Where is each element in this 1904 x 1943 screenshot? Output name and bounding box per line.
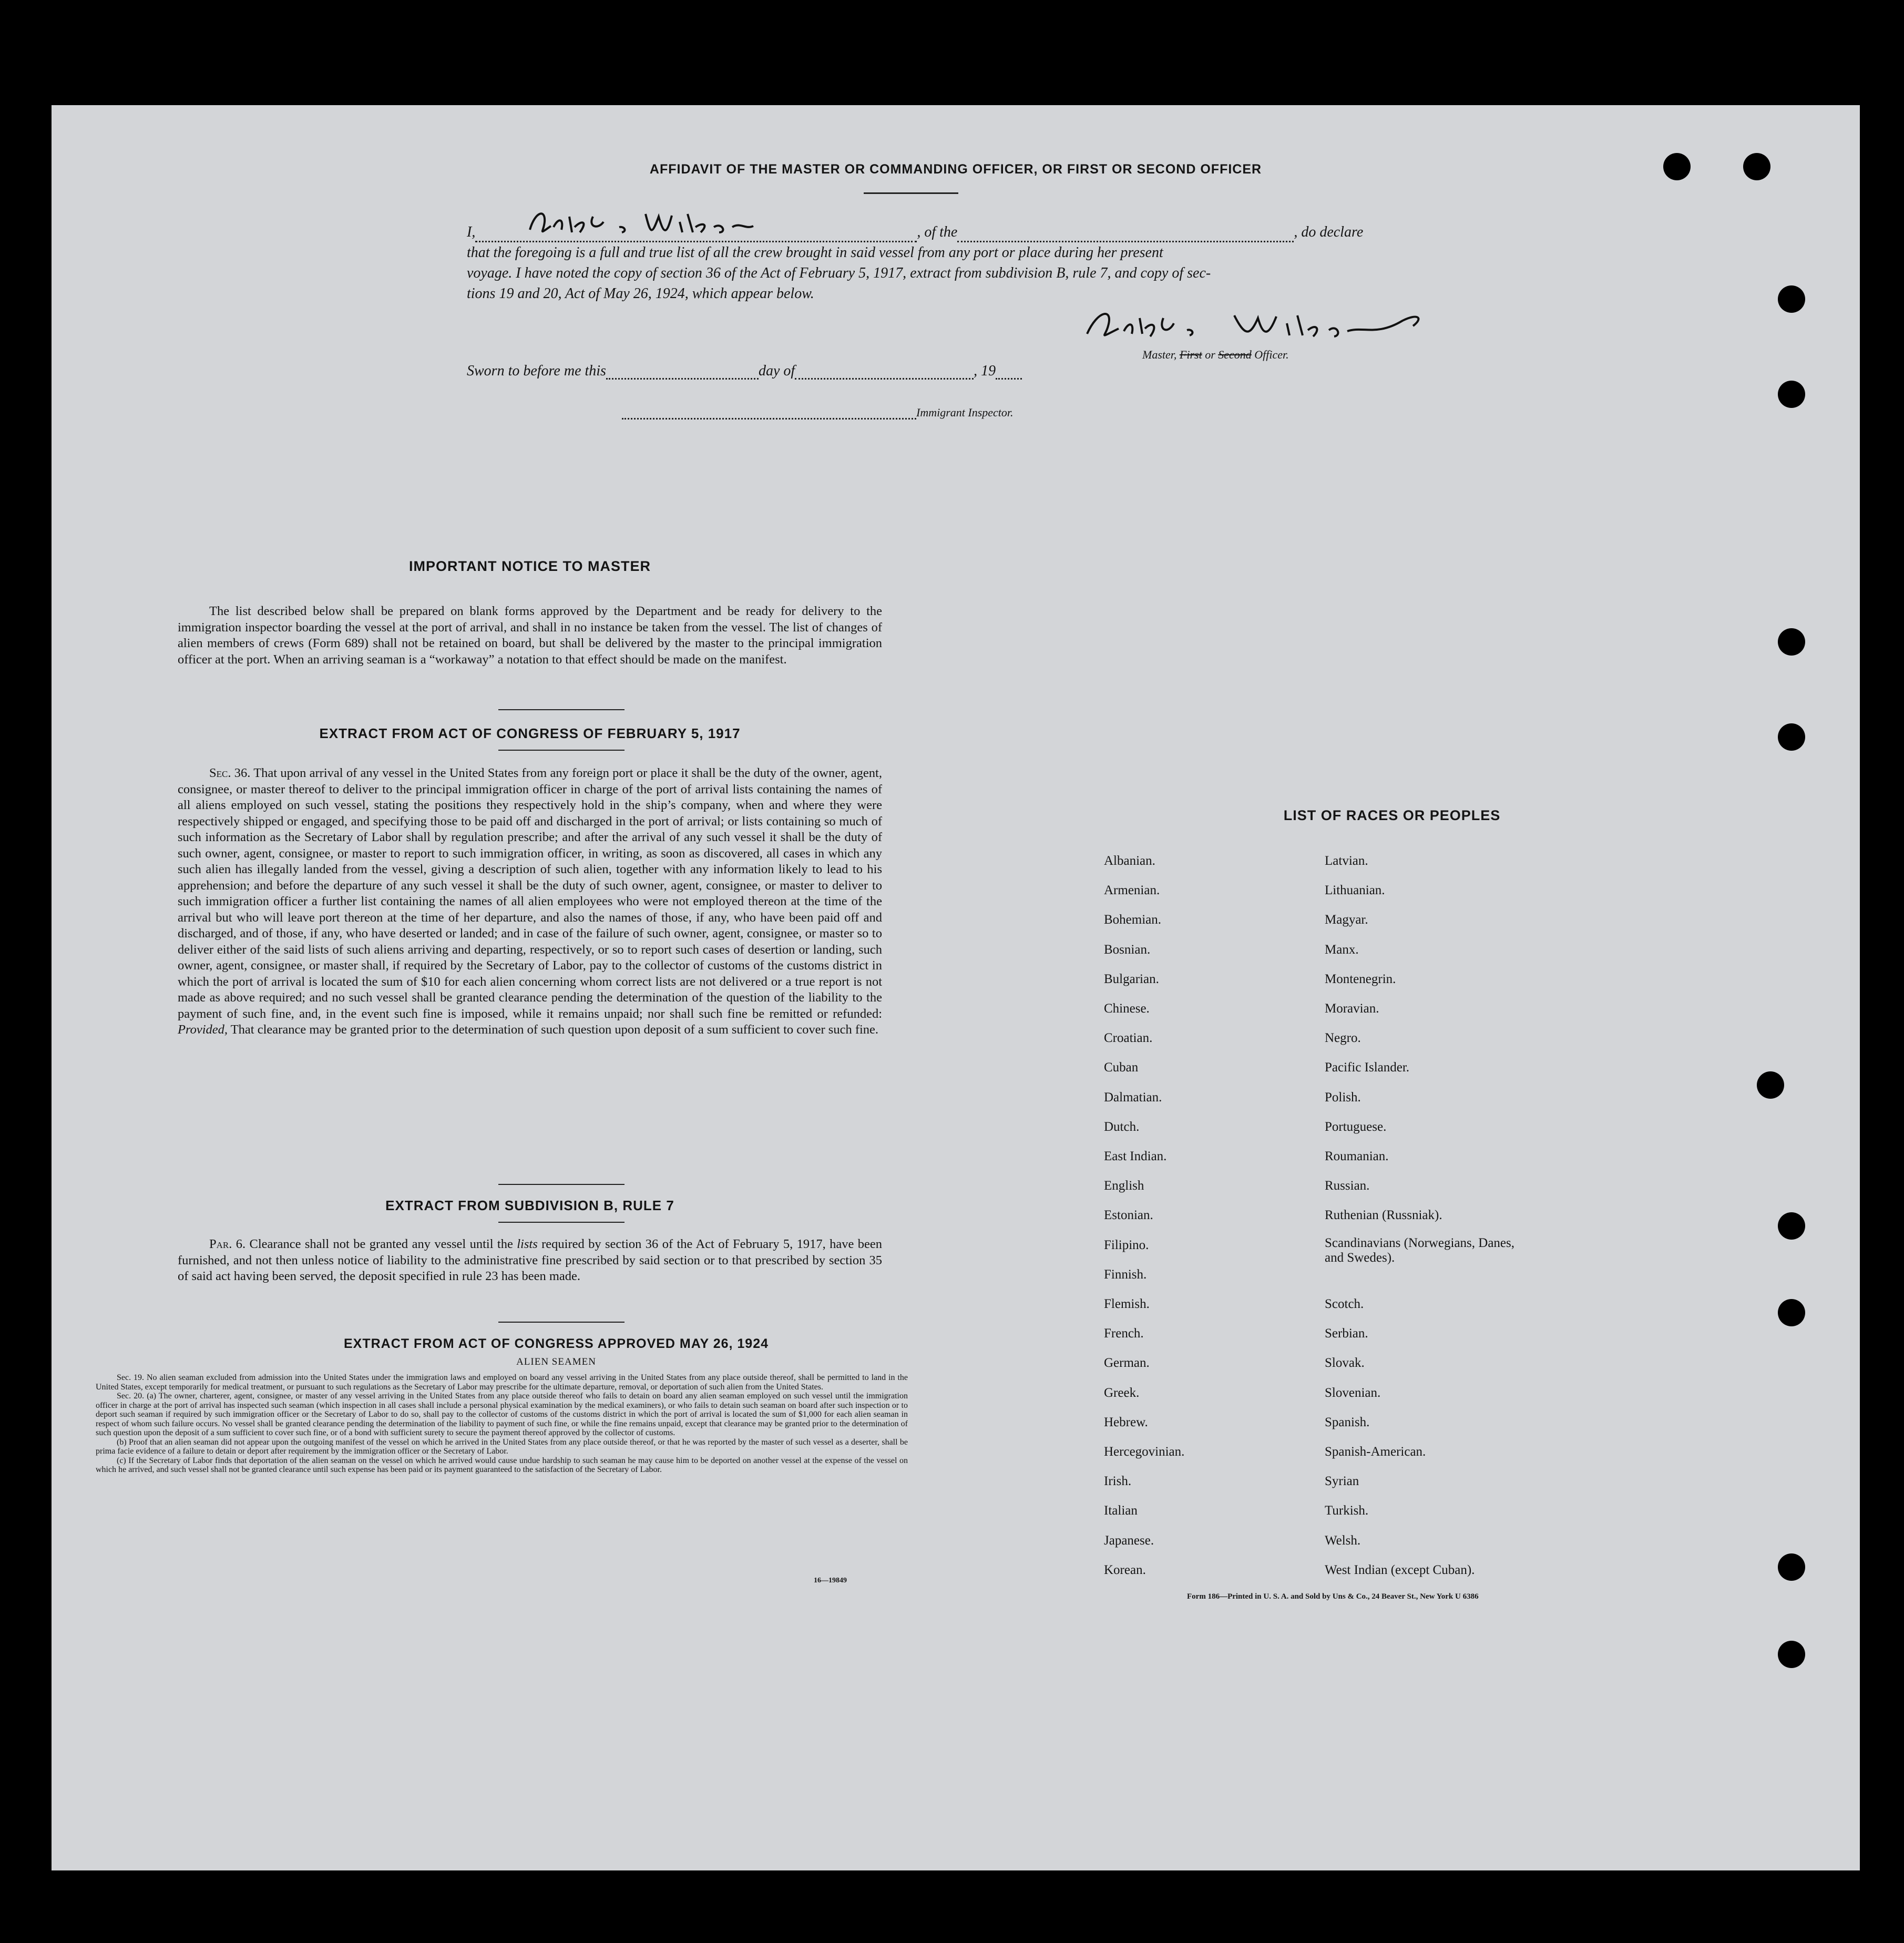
rule-7-title: EXTRACT FROM SUBDIVISION B, RULE 7: [385, 1198, 674, 1213]
punch-hole: [1778, 1299, 1805, 1326]
document-page: [52, 105, 1860, 1870]
provided-word: Provided,: [178, 1022, 228, 1037]
race-item-left: Flemish.: [1104, 1297, 1150, 1311]
rule-7-body-a: Clearance shall not be granted any vessel until the: [249, 1237, 513, 1251]
race-item-right: Spanish-American.: [1325, 1445, 1426, 1459]
race-item-left: Chinese.: [1104, 1001, 1150, 1016]
race-item-left: Greek.: [1104, 1385, 1140, 1400]
declaration-body-2: voyage. I have noted the copy of section 36 of the Act of February 5, 1917, extract from subdivision B, rule 7, and copy of sec-: [467, 265, 1211, 281]
notice-text: The list described below shall be prepared on blank forms approved by the Department and be ready for delivery to the immigration inspector boarding the vessel at the port of arrival, and shall in no instance be taken from the vessel. The list of changes of alien members of crews (Form 689) shall not be retained on board, but shall be delivered by the master to the principal immigration officer at the port. When an arriving seaman is a “workaway” a notation to that effect should be made on the manifest.: [178, 604, 882, 667]
race-item-left: Bohemian.: [1104, 913, 1162, 927]
sec-36-body: That upon arrival of any vessel in the United States from any foreign port or place it shall be the duty of the owner, agent, consignee, or master thereof to deliver to the principal immigration officer in charge of the port of arrival lists containing the names of all aliens employed on such vessel, stating the positions they respectively hold in the ship’s company, when and where they were respectively shipped or engaged, and specifying those to be paid off and discharged in the port of arrival; or lists containing so much of such information as the Secretary of Labor shall by regulation prescribe; and after the arrival of any such vessel it shall be the duty of such owner, agent, consignee, or master to report to such immigration officer, in writing, as soon as discovered, all cases in which any such alien has illegally landed from the vessel, giving a description of such alien, together with any information likely to lead to his apprehension; and before the departure of any such vessel it shall be the duty of such owner, agent, consignee, or master to deliver to such immigration officer a further list containing the names of all alien employees who were not employed thereon at the time of the arrival but who will leave port thereon at the time of her departure, and also the names of those, if any, who have been paid off and discharged, and of those, if any, who have deserted or landed; and in case of the failure of such owner, agent, consignee, or master so to deliver either of the said lists of such aliens arriving and departing, respectively, or so to report such cases of desertion or landing, such owner, agent, consignee, or master shall, if required by the Secretary of Labor, pay to the collector of customs of the customs district in which the port of arrival is located the sum of $10 for each alien concerning whom correct lists are not delivered or a true report is not made as above required; and no such vessel shall be granted clearance pending the determination of the question of the liability to the payment of such fine, and, in the event such fine is imposed, while it remains unpaid; nor shall such fine be remitted or refunded:: [178, 766, 882, 1021]
section-rule-1: [498, 709, 625, 710]
race-item-left: Korean.: [1104, 1562, 1146, 1577]
race-item-right: Magyar.: [1325, 913, 1368, 927]
punch-hole: [1778, 1553, 1805, 1581]
race-item-left: German.: [1104, 1356, 1150, 1371]
signature-caption: [1142, 348, 1289, 362]
inspector-line: [622, 406, 1014, 420]
sec-36-body-end: That clearance may be granted prior to the determination of such question upon deposit of a sum sufficient to cover such fine.: [230, 1022, 879, 1037]
race-item-right: Moravian.: [1325, 1001, 1379, 1016]
sec-20a-text: Sec. 20. (a) The owner, charterer, agent, consignee, or master of any vessel arriving in the United States from any place outside thereof who fails to detain on board any alien seaman employed on such vessel until the immigration officer in charge at the port of arrival has inspected such seaman (which inspection in all cases shall include a personal physical examination by the medical examiners), or who fails to detain such seaman on board after such inspection or to deport such seaman if required by such immigration officer or the Secretary of Labor to do so, shall pay to the collector of customs of the customs district in which the port of arrival is located the sum of $1,000 for each alien seaman in respect of whom such failure occurs. No vessel shall be granted clearance pending the determination of the liability to payment of such fine, or while the fine remains unpaid, except that clearance may be granted prior to the determination of such question upon the deposit of a sum sufficient to cover such fine, or of a bond with sufficient surety to secure the payment thereof approved by the collector of customs.: [96, 1392, 908, 1437]
races-title: LIST OF RACES OR PEOPLES: [1283, 807, 1501, 823]
punch-hole: [1778, 1641, 1805, 1668]
print-code: 16—19849: [814, 1577, 847, 1584]
race-item-right: Polish.: [1325, 1090, 1361, 1105]
sworn-month-field: [795, 378, 974, 380]
race-item-right: Serbian.: [1325, 1326, 1368, 1341]
sworn-line: [467, 363, 1022, 380]
race-item-right: Negro.: [1325, 1031, 1361, 1046]
year-text: , 19: [974, 363, 996, 379]
race-item-right: Syrian: [1325, 1474, 1359, 1489]
race-item-left: Finnish.: [1104, 1267, 1147, 1282]
race-item-right: Manx.: [1325, 942, 1359, 957]
punch-hole: [1778, 381, 1805, 408]
extract-1917-text: [178, 765, 882, 1038]
section-rule-4: [498, 1222, 625, 1223]
race-item-left: Albanian.: [1104, 854, 1155, 868]
race-item-left: Italian: [1104, 1504, 1138, 1518]
punch-hole: [1663, 153, 1691, 180]
race-item-left: Bulgarian.: [1104, 972, 1159, 986]
section-rule-5: [498, 1322, 625, 1323]
i-prefix: I,: [467, 224, 476, 240]
race-item-right: Turkish.: [1325, 1504, 1369, 1518]
do-declare-text: , do declare: [1294, 224, 1364, 240]
day-of-text: day of: [758, 363, 795, 379]
punch-hole: [1778, 723, 1805, 751]
sworn-prefix: Sworn to before me this: [467, 363, 606, 379]
sec-20b-text: (b) Proof that an alien seaman did not appear upon the outgoing manifest of the vessel on which he arrived in the United States from any place outside thereof, or that he was reported by the master of such vessel as a deserter, shall be prima facie evidence of a failure to detain or deport after requirement by the immigration officer or the Secretary of Labor.: [96, 1437, 908, 1456]
caption-officer: Officer.: [1251, 348, 1289, 361]
sec-19-text: Sec. 19. No alien seaman excluded from admission into the United States under the immigration laws and employed on board any vessel arriving in the United States from any place outside thereof, shall be permitted to land in the United States, except temporarily for medical treatment, or pursuant to such regulations as the Secretary of Labor may prescribe for the ultimate departure, removal, or deportation of such alien from the United States.: [96, 1373, 908, 1392]
race-item-right: Latvian.: [1325, 854, 1368, 868]
race-item-right: Portuguese.: [1325, 1119, 1387, 1134]
lists-word: lists: [517, 1237, 538, 1251]
race-item-left: Dalmatian.: [1104, 1090, 1162, 1105]
race-item-right: Scandinavians (Norwegians, Danes, and Swedes).: [1325, 1235, 1515, 1265]
inspector-signature-field: [622, 418, 916, 420]
race-item-left: East Indian.: [1104, 1149, 1167, 1163]
race-item-left: Irish.: [1104, 1474, 1132, 1489]
caption-first-struck: First: [1179, 348, 1202, 361]
sworn-day-field: [606, 378, 759, 380]
race-item-right: Welsh.: [1325, 1533, 1361, 1548]
rule-7-text: [178, 1236, 882, 1285]
handwritten-signature-1: [514, 206, 830, 243]
race-item-left: English: [1104, 1179, 1144, 1193]
sec-20c-text: (c) If the Secretary of Labor finds that deportation of the alien seaman on the vessel on which he arrived would cause undue hardship to such seaman he may cause him to be deported on another vessel at the expense of the vessel on which he arrived, and such vessel shall not be granted clearance until such expense has been paid or its payment guaranteed to the satisfaction of the Secretary of Labor.: [96, 1456, 908, 1474]
sworn-year-field: [996, 378, 1022, 380]
race-item-left: Croatian.: [1104, 1031, 1153, 1046]
race-item-left: Japanese.: [1104, 1533, 1154, 1548]
caption-master: Master,: [1142, 348, 1180, 361]
punch-hole: [1778, 1212, 1805, 1240]
caption-second-struck: Second: [1218, 348, 1252, 361]
race-item-left: Armenian.: [1104, 883, 1160, 898]
race-item-left: Hercegovinian.: [1104, 1445, 1185, 1459]
race-item-left: Estonian.: [1104, 1208, 1153, 1223]
race-item-left: Dutch.: [1104, 1119, 1140, 1134]
title-rule: [864, 192, 958, 194]
handwritten-signature-2: [1077, 305, 1476, 352]
alien-seamen-subtitle: ALIEN SEAMEN: [516, 1356, 596, 1367]
race-item-right: Scotch.: [1325, 1297, 1364, 1311]
race-item-left: Hebrew.: [1104, 1415, 1148, 1429]
inspector-caption: Immigrant Inspector.: [916, 406, 1014, 419]
race-item-right: Montenegrin.: [1325, 972, 1396, 986]
punch-hole: [1778, 628, 1805, 656]
race-item-right: Russian.: [1325, 1179, 1370, 1193]
race-item-left: Filipino.: [1104, 1238, 1149, 1252]
race-item-left: Cuban: [1104, 1060, 1139, 1075]
race-item-right: Spanish.: [1325, 1415, 1370, 1429]
declaration-body-3: tions 19 and 20, Act of May 26, 1924, which appear below.: [467, 285, 814, 302]
declaration-body-1: that the foregoing is a full and true list of all the crew brought in said vessel from any port or place during her present: [467, 244, 1163, 261]
section-rule-3: [498, 1184, 625, 1185]
extract-1924-text: [96, 1373, 908, 1475]
race-item-left: French.: [1104, 1326, 1144, 1341]
race-item-right: Slovenian.: [1325, 1385, 1381, 1400]
sec-36-label: Sec. 36.: [209, 766, 251, 780]
race-item-right: Lithuanian.: [1325, 883, 1385, 898]
affidavit-title: AFFIDAVIT OF THE MASTER OR COMMANDING OFFICER, OR FIRST OR SECOND OFFICER: [649, 162, 1262, 177]
punch-hole: [1743, 153, 1770, 180]
race-item-right: Pacific Islander.: [1325, 1060, 1410, 1075]
race-item-right: Roumanian.: [1325, 1149, 1389, 1163]
of-the-text: , of the: [917, 224, 958, 240]
caption-or: or: [1202, 348, 1219, 361]
extract-1917-title: EXTRACT FROM ACT OF CONGRESS OF FEBRUARY 5, 1917: [319, 725, 741, 741]
section-rule-2: [498, 750, 625, 751]
race-item-right: Ruthenian (Russniak).: [1325, 1208, 1442, 1223]
race-item-right: West Indian (except Cuban).: [1325, 1562, 1475, 1577]
extract-1924-title: EXTRACT FROM ACT OF CONGRESS APPROVED MAY 26, 1924: [343, 1336, 769, 1351]
punch-hole: [1757, 1071, 1784, 1099]
punch-hole: [1778, 285, 1805, 313]
notice-title: IMPORTANT NOTICE TO MASTER: [409, 558, 651, 574]
race-item-left: Bosnian.: [1104, 942, 1151, 957]
form-footer: Form 186—Printed in U. S. A. and Sold by Uns & Co., 24 Beaver St., New York U 6386: [1187, 1592, 1479, 1601]
par-6-label: Par. 6.: [209, 1237, 246, 1251]
race-item-right: Slovak.: [1325, 1356, 1365, 1371]
rule-7-body-b: required by section 36 of the Act of February 5, 1917, have been furnished, and not then unless notice of liability to the administrative fine prescribed by said section or to that prescribed by section 35 of said act having been served, the deposit specified in rule 23 has been made.: [178, 1237, 883, 1283]
